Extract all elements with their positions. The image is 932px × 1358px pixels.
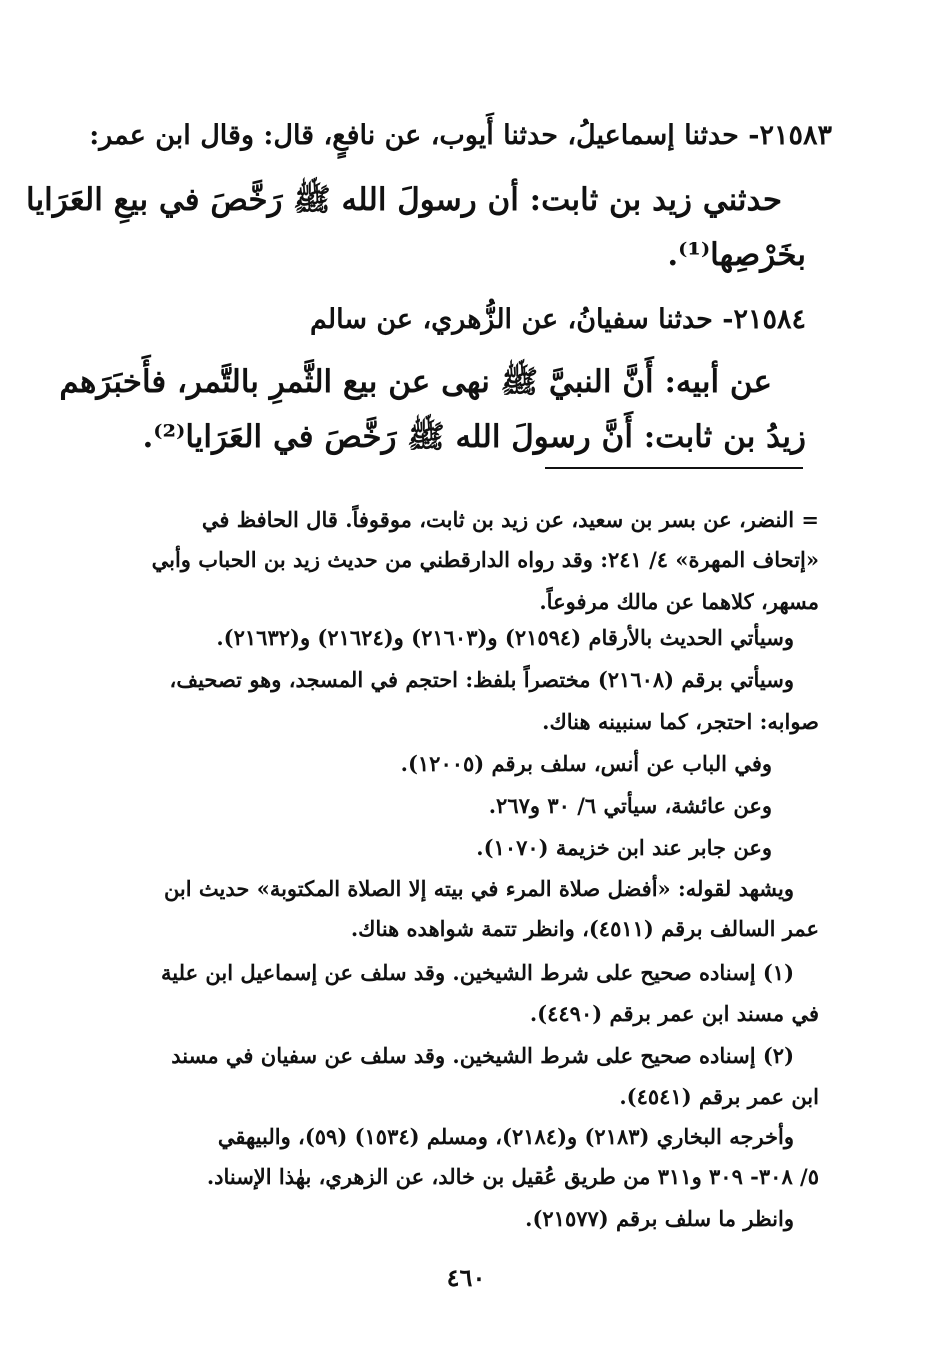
footnote-line: ويشهد لقوله: «أفضل صلاة المرء في بيته إلا الصلاة المكتوبة» حديث ابن: [163, 876, 794, 901]
footnote-line: مسهر، كلاهما عن مالك مرفوعاً.: [539, 589, 819, 614]
footnote-line: وعن عائشة، سيأتي ٦/ ٣٠ و٢٦٧.: [488, 793, 772, 818]
hadith-21583-text-end: بخَرْصِها⁽¹⁾.: [667, 237, 806, 273]
footnote-line: وانظر ما سلف برقم (٢١٥٧٧).: [525, 1206, 794, 1231]
footnote-line: وأخرجه البخاري (٢١٨٣) و(٢١٨٤)، ومسلم (١٥٣٤) (٥٩)، والبيهقي: [217, 1124, 794, 1149]
footnote-2: (٢) إسناده صحيح على شرط الشيخين. وقد سلف عن سفيان في مسند: [171, 1043, 794, 1068]
footnote-separator: [545, 467, 803, 469]
hadith-21584-text-end: زيدُ بن ثابت: أَنَّ رسولَ الله ﷺ رَخَّصَ في العَرَايا⁽²⁾.: [142, 419, 806, 455]
footnote-line: ابن عمر برقم (٤٥٤١).: [619, 1084, 819, 1109]
footnote-line: «إتحاف المهرة» ٤/ ٢٤١: وقد رواه الدارقطني من حديث زيد بن الحباب وأبي: [151, 547, 819, 572]
footnote-line: وسيأتي برقم (٢١٦٠٨) مختصراً بلفظ: احتجم في المسجد، وهو تصحيف،: [169, 667, 794, 692]
footnote-1: (١) إسناده صحيح على شرط الشيخين. وقد سلف عن إسماعيل ابن علية: [161, 960, 794, 985]
footnote-line: = النضر، عن بسر بن سعيد، عن زيد بن ثابت، موقوفاً. قال الحافظ في: [201, 507, 819, 532]
hadith-21583-text: حدثني زيد بن ثابت: أن رسولَ الله ﷺ رَخَّصَ في بيعِ العَرَايا: [26, 182, 782, 218]
footnote-line: في مسند ابن عمر برقم (٤٤٩٠).: [529, 1001, 819, 1026]
footnote-line: وسيأتي الحديث بالأرقام (٢١٥٩٤) و(٢١٦٠٣) و(٢١٦٢٤) و(٢١٦٣٢).: [216, 625, 794, 650]
hadith-21584-text: عن أبيه: أَنَّ النبيَّ ﷺ نهى عن بيع الثَّمرِ بالتَّمر، فأَخبَرَهم: [59, 364, 772, 400]
hadith-21584-chain: ٢١٥٨٤- حدثنا سفيانُ، عن الزُّهري، عن سالم: [309, 304, 806, 335]
page-number: ٤٦٠: [446, 1263, 486, 1292]
footnote-line: صوابه: احتجر، كما سنبينه هناك.: [542, 709, 819, 734]
footnote-line: وفي الباب عن أنس، سلف برقم (١٢٠٠٥).: [400, 751, 772, 776]
hadith-21583-chain: ٢١٥٨٣- حدثنا إسماعيلُ، حدثنا أَيوب، عن نافعٍ، قال: وقال ابن عمر:: [89, 120, 832, 151]
footnote-line: ٥/ ٣٠٨- ٣٠٩ و٣١١ من طريق عُقيل بن خالد، عن الزهري، بهٰذا الإسناد.: [206, 1164, 819, 1189]
footnote-line: عمر السالف برقم (٤٥١١)، وانظر تتمة شواهده هناك.: [350, 916, 819, 941]
footnote-line: وعن جابر عند ابن خزيمة (١٠٧٠).: [476, 835, 772, 860]
